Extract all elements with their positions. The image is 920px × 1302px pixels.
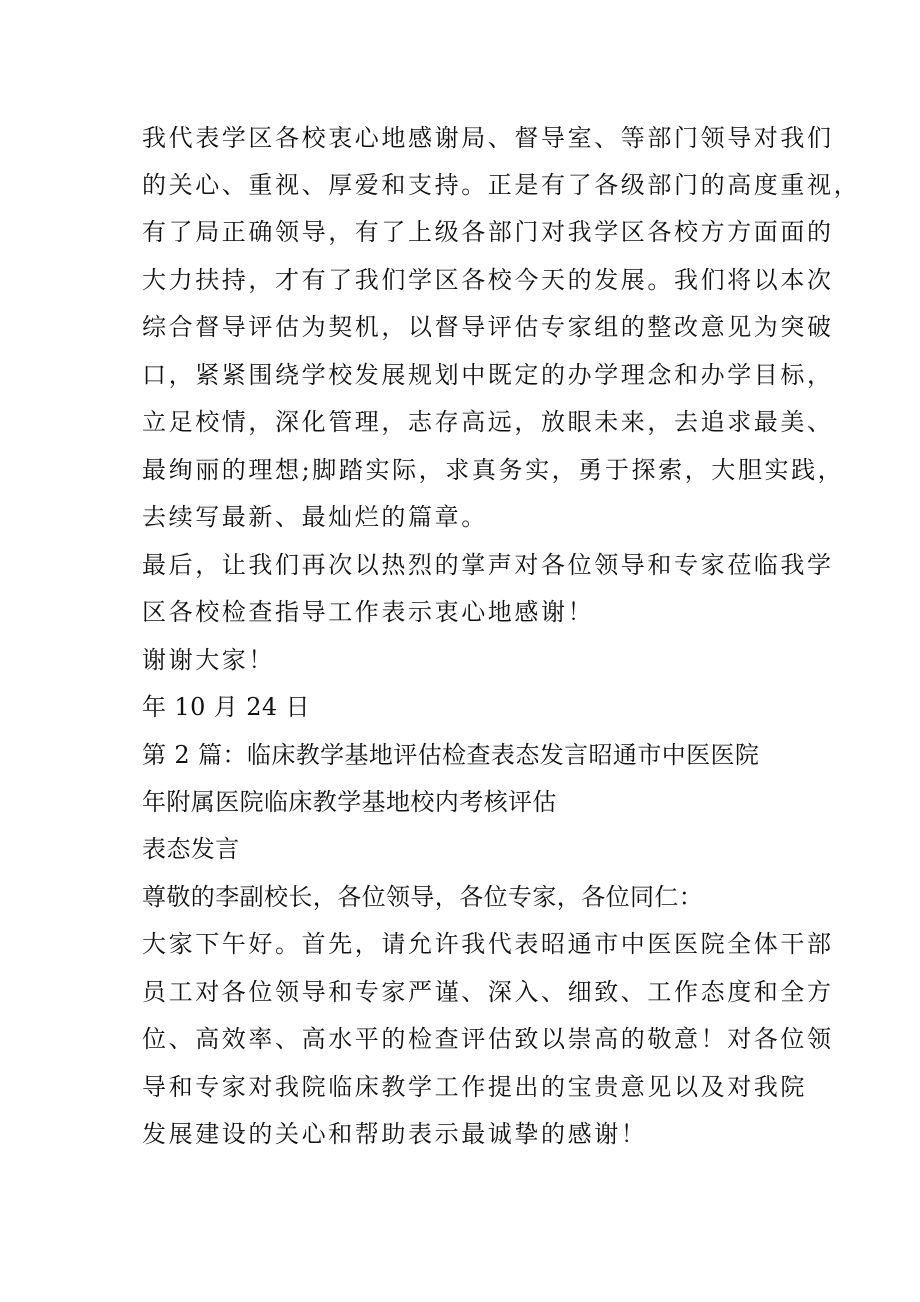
paragraph-line-8: 最绚丽的理想;脚踏实际，求真务实，勇于探索，大胆实践， (142, 456, 845, 484)
body-line-4: 导和专家对我院临床教学工作提出的宝贵意见以及对我院 (142, 1073, 807, 1101)
salutation-line: 尊敬的李副校长，各位领导，各位专家，各位同仁： (142, 883, 704, 911)
closing-line-2: 区各校检查指导工作表示衷心地感谢！ (142, 598, 595, 626)
paragraph-line-9: 去续写最新、最灿烂的篇章。 (142, 503, 488, 531)
paragraph-line-4: 大力扶持，才有了我们学区各校今天的发展。我们将以本次 (142, 266, 834, 294)
paragraph-line-2: 的关心、重视、厚爱和支持。正是有了各级部门的高度重视， (142, 171, 861, 199)
closing-line-1: 最后，让我们再次以热烈的掌声对各位领导和专家莅临我学 (142, 551, 834, 579)
body-line-3: 位、高效率、高水平的检查评估致以崇高的敬意！对各位领 (142, 1025, 834, 1053)
paragraph-line-7: 立足校情，深化管理，志存高远，放眼未来，去追求最美、 (142, 408, 834, 436)
paragraph-line-1: 我代表学区各校衷心地感谢局、督导室、等部门领导对我们 (142, 124, 834, 152)
paragraph-line-5: 综合督导评估为契机，以督导评估专家组的整改意见为突破 (142, 313, 834, 341)
body-line-1: 大家下午好。首先，请允许我代表昭通市中医医院全体干部 (142, 930, 834, 958)
date-line: 年 10 月 24 日 (142, 693, 310, 721)
thanks-line: 谢谢大家！ (142, 646, 275, 674)
paragraph-line-3: 有了局正确领导，有了上级各部门对我学区各校方方面面的 (142, 218, 834, 246)
section-subtitle: 表态发言 (142, 835, 240, 863)
body-line-2: 员工对各位领导和专家严谨、深入、细致、工作态度和全方 (142, 978, 834, 1006)
section-title-line-1: 第 2 篇：临床教学基地评估检查表态发言昭通市中医医院 (142, 741, 760, 769)
paragraph-line-6: 口，紧紧围绕学校发展规划中既定的办学理念和办学目标， (142, 361, 834, 389)
section-title-line-2: 年附属医院临床教学基地校内考核评估 (142, 788, 557, 816)
body-line-5: 发展建设的关心和帮助表示最诚挚的感谢！ (142, 1120, 648, 1148)
